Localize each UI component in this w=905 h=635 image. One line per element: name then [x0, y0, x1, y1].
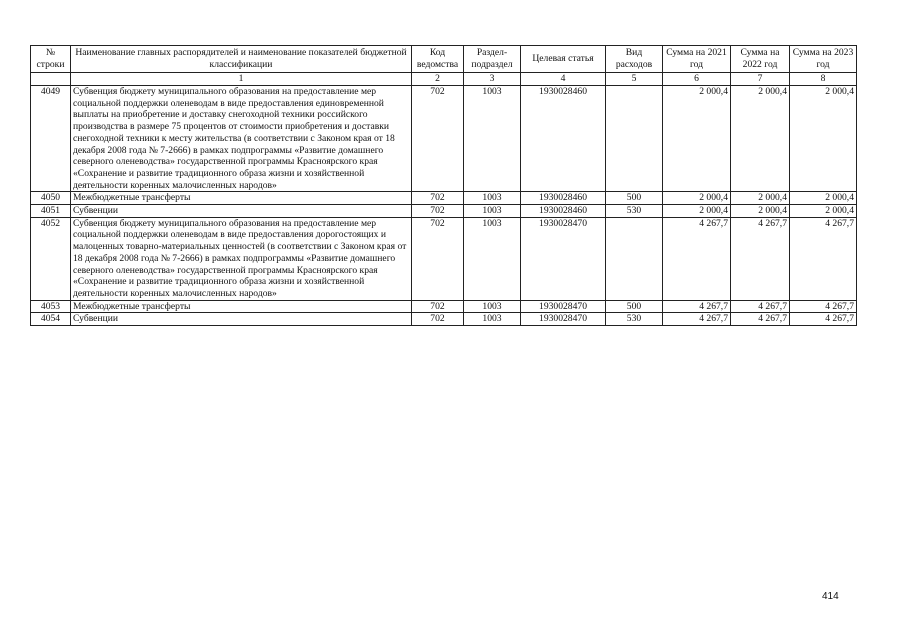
- column-number: 3: [464, 73, 521, 86]
- row-sum-2021: 4 267,7: [663, 300, 731, 313]
- row-section: 1003: [464, 205, 521, 218]
- row-dept: 702: [412, 313, 464, 326]
- row-number: 4051: [31, 205, 71, 218]
- row-number: 4049: [31, 86, 71, 192]
- header-sum-2023: Сумма на 2023 год: [790, 46, 857, 73]
- table-row: [31, 86, 857, 192]
- row-number: 4050: [31, 192, 71, 205]
- header-row: [31, 46, 857, 73]
- header-sum-2021: Сумма на 2021 год: [663, 46, 731, 73]
- row-target: 1930028470: [521, 217, 606, 300]
- row-sum-2021: 2 000,4: [663, 86, 731, 192]
- row-target: 1930028460: [521, 192, 606, 205]
- row-exp-type: 530: [606, 313, 663, 326]
- row-sum-2022: 2 000,4: [731, 205, 790, 218]
- row-name: Субвенция бюджету муниципального образования на предоставление мер социальной поддержки оленеводам в виде предоставления дорогостоящих и малоценных товарно-материальных ценностей (в соответствии с Законом края от 18 декабря 2008 года № 7-2666) в рамках подпрограммы «Развитие домашнего северного оленеводства» государственной программы Красноярского края «Сохранение и развитие традиционного образа жизни и хозяйственной деятельности коренных малочисленных народов»: [71, 217, 412, 300]
- row-exp-type: 530: [606, 205, 663, 218]
- column-number: 2: [412, 73, 464, 86]
- table-row: [31, 313, 857, 326]
- page-number: 414: [822, 591, 839, 602]
- row-sum-2023: 2 000,4: [790, 86, 857, 192]
- header-section: Раздел-подраздел: [464, 46, 521, 73]
- column-number: 4: [521, 73, 606, 86]
- row-sum-2022: 4 267,7: [731, 217, 790, 300]
- row-sum-2021: 4 267,7: [663, 217, 731, 300]
- header-row-no: № строки: [31, 46, 71, 73]
- column-number: 8: [790, 73, 857, 86]
- header-dept: Код ведомства: [412, 46, 464, 73]
- row-sum-2023: 4 267,7: [790, 217, 857, 300]
- row-sum-2021: 2 000,4: [663, 192, 731, 205]
- row-target: 1930028470: [521, 313, 606, 326]
- row-target: 1930028460: [521, 86, 606, 192]
- column-number: 7: [731, 73, 790, 86]
- budget-table: [30, 45, 857, 326]
- table-row: [31, 205, 857, 218]
- row-sum-2022: 4 267,7: [731, 300, 790, 313]
- row-section: 1003: [464, 217, 521, 300]
- row-sum-2021: 4 267,7: [663, 313, 731, 326]
- row-target: 1930028470: [521, 300, 606, 313]
- column-number: [31, 73, 71, 86]
- row-exp-type: 500: [606, 192, 663, 205]
- row-name: Межбюджетные трансферты: [71, 300, 412, 313]
- row-exp-type: [606, 217, 663, 300]
- column-number-row: [31, 73, 857, 86]
- table-row: [31, 217, 857, 300]
- header-sum-2022: Сумма на 2022 год: [731, 46, 790, 73]
- row-name: Субвенции: [71, 205, 412, 218]
- table-row: [31, 300, 857, 313]
- row-number: 4052: [31, 217, 71, 300]
- row-section: 1003: [464, 192, 521, 205]
- row-dept: 702: [412, 205, 464, 218]
- header-name: Наименование главных распорядителей и наименование показателей бюджетной классификации: [71, 46, 412, 73]
- row-section: 1003: [464, 313, 521, 326]
- budget-sheet: [30, 45, 856, 326]
- row-sum-2022: 2 000,4: [731, 86, 790, 192]
- row-target: 1930028460: [521, 205, 606, 218]
- column-number: 1: [71, 73, 412, 86]
- row-sum-2022: 4 267,7: [731, 313, 790, 326]
- row-sum-2023: 2 000,4: [790, 205, 857, 218]
- row-sum-2021: 2 000,4: [663, 205, 731, 218]
- row-sum-2023: 4 267,7: [790, 313, 857, 326]
- row-section: 1003: [464, 86, 521, 192]
- row-name: Субвенции: [71, 313, 412, 326]
- row-dept: 702: [412, 300, 464, 313]
- header-target: Целевая статья: [521, 46, 606, 73]
- row-sum-2022: 2 000,4: [731, 192, 790, 205]
- table-row: [31, 192, 857, 205]
- row-sum-2023: 2 000,4: [790, 192, 857, 205]
- column-number: 6: [663, 73, 731, 86]
- row-section: 1003: [464, 300, 521, 313]
- row-number: 4053: [31, 300, 71, 313]
- row-dept: 702: [412, 86, 464, 192]
- row-sum-2023: 4 267,7: [790, 300, 857, 313]
- header-exp-type: Вид расходов: [606, 46, 663, 73]
- row-number: 4054: [31, 313, 71, 326]
- row-dept: 702: [412, 192, 464, 205]
- row-name: Субвенция бюджету муниципального образования на предоставление мер социальной поддержки оленеводам в виде предоставления единовременной выплаты на приобретение и доставку снегоходной техники российского производства в размере 75 процентов от стоимости приобретения и доставки снегоходной техники к месту жительства (в соответствии с Законом края от 18 декабря 2008 года № 7-2666) в рамках подпрограммы «Развитие домашнего северного оленеводства» государственной программы Красноярского края «Сохранение и развитие традиционного образа жизни и хозяйственной деятельности коренных малочисленных народов»: [71, 86, 412, 192]
- column-number: 5: [606, 73, 663, 86]
- row-name: Межбюджетные трансферты: [71, 192, 412, 205]
- row-dept: 702: [412, 217, 464, 300]
- row-exp-type: [606, 86, 663, 192]
- row-exp-type: 500: [606, 300, 663, 313]
